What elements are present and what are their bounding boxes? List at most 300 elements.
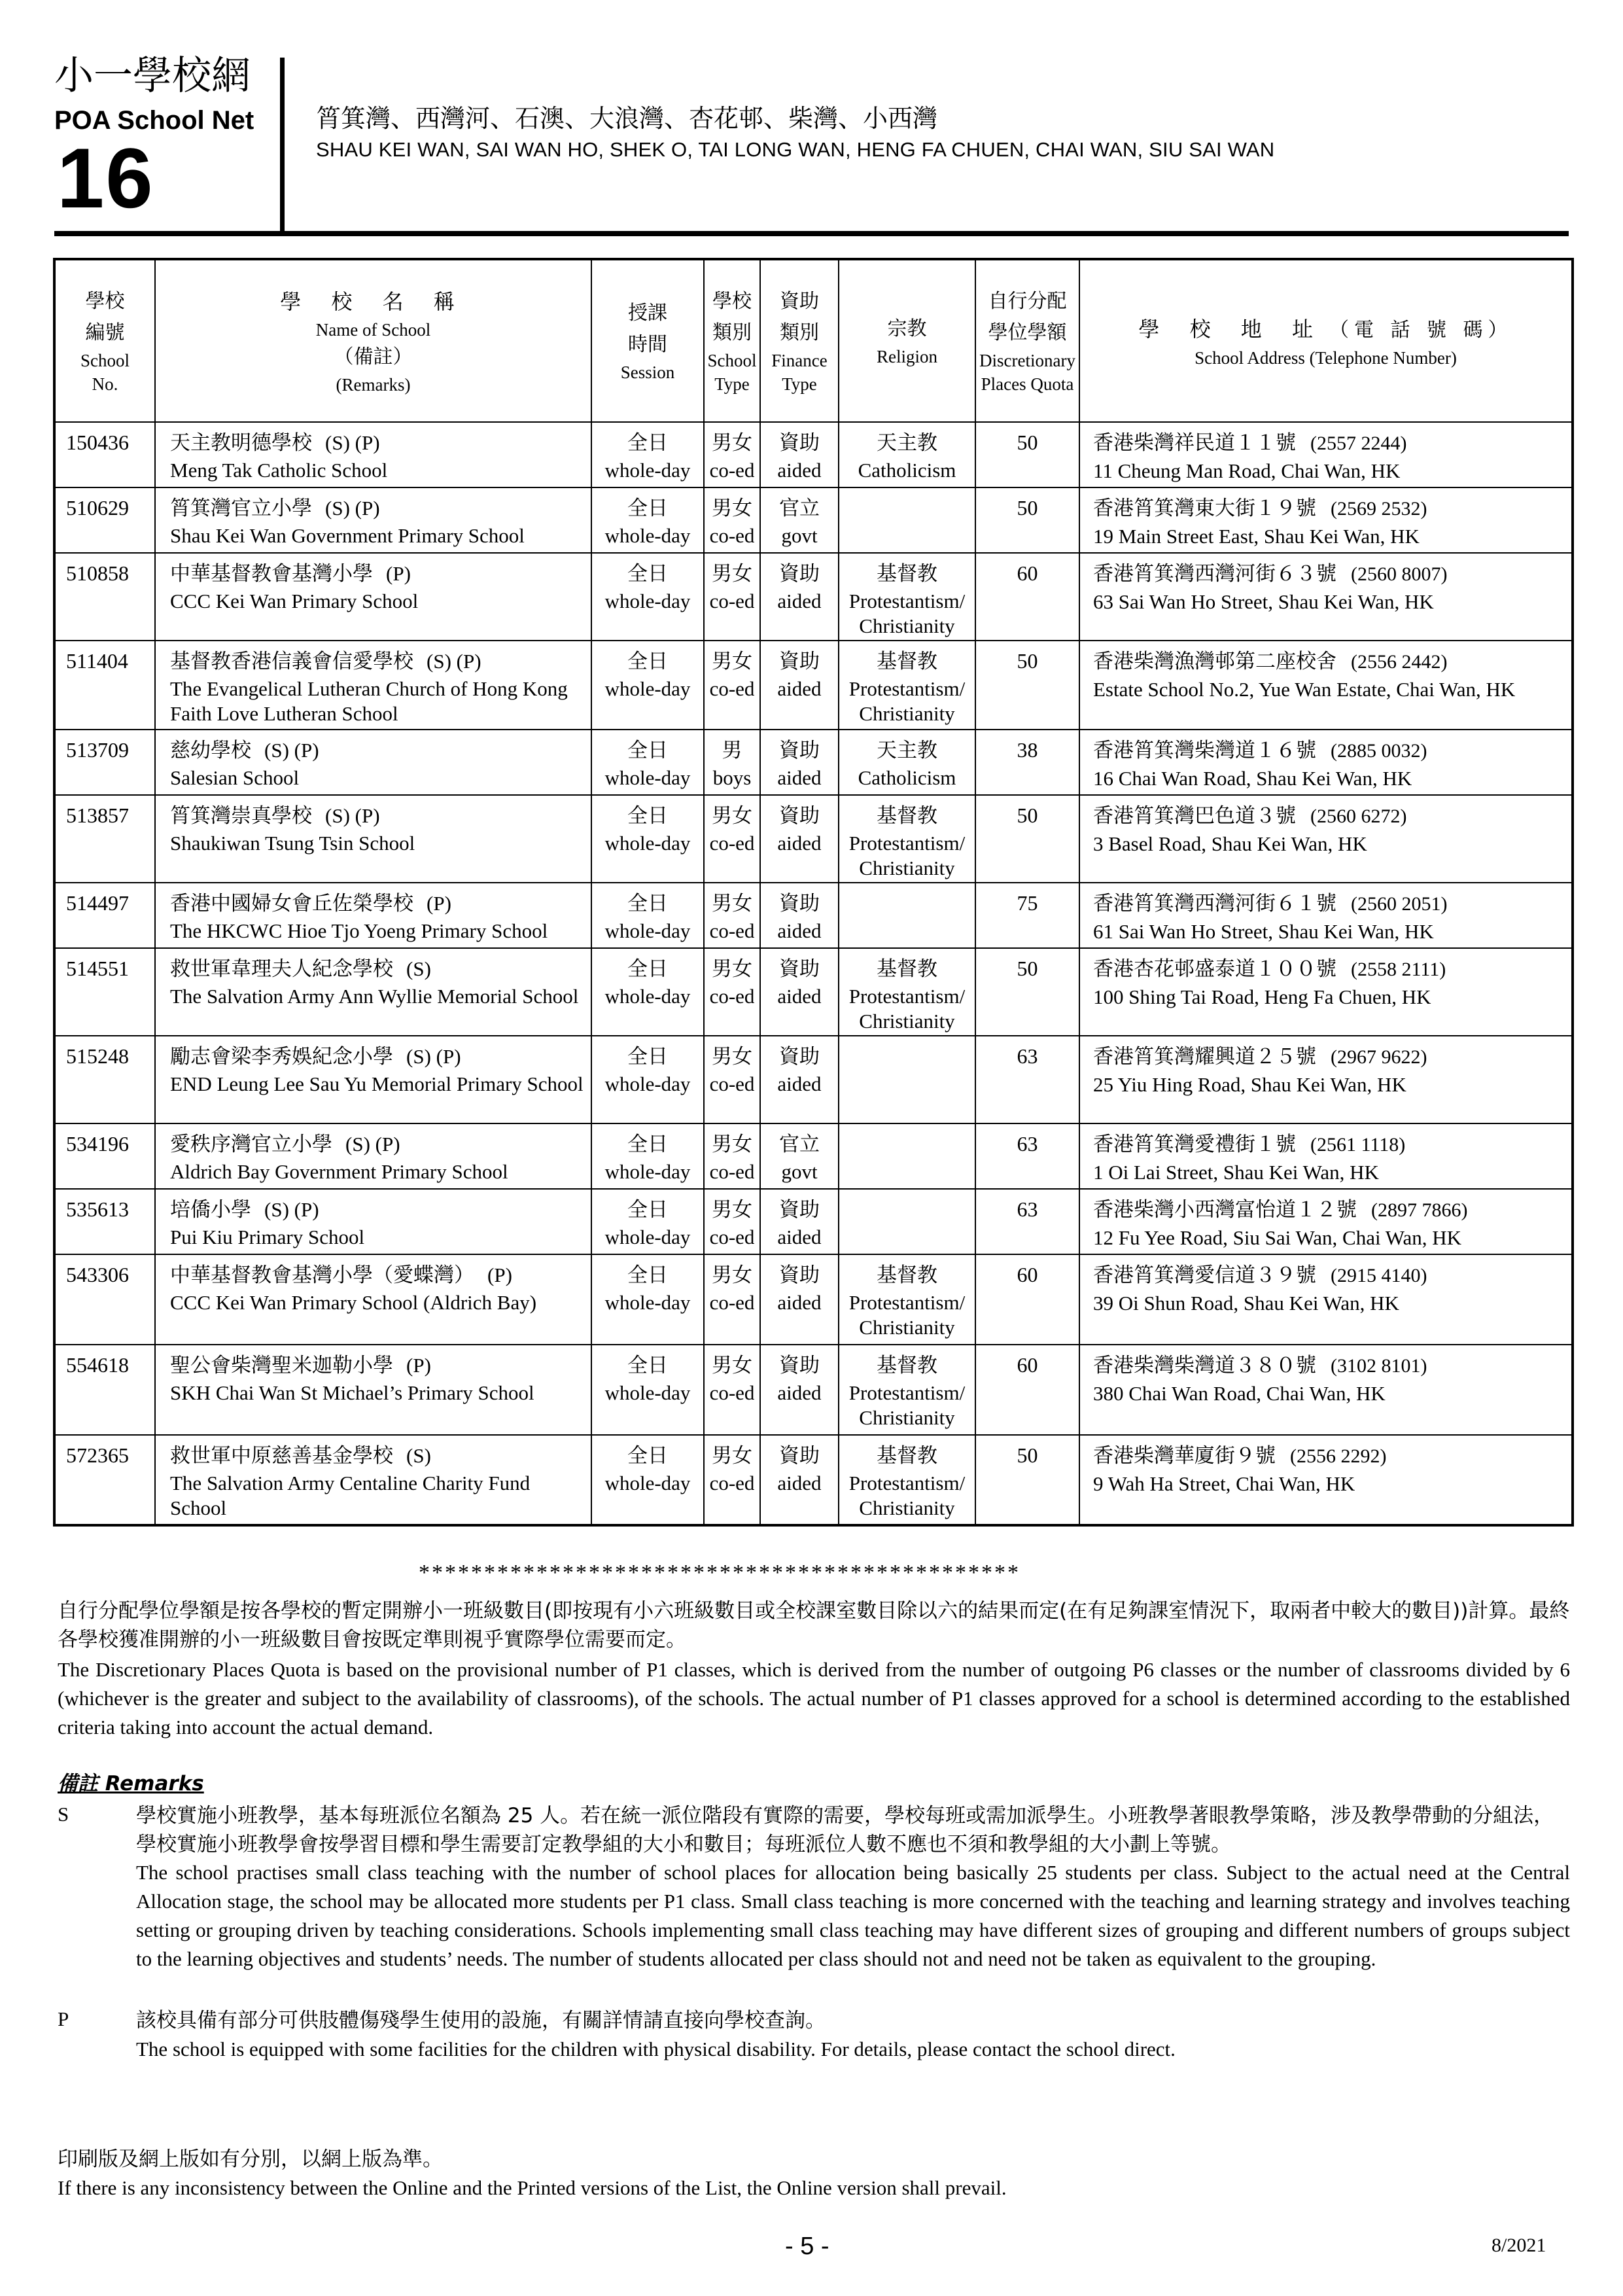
finance-type-cell [760, 487, 839, 553]
school-remarks: (P) [427, 892, 451, 915]
school-net-title-en: POA School Net [54, 106, 254, 135]
religion-cell [839, 641, 975, 730]
table-row [54, 641, 1573, 730]
school-remarks: (S) (P) [325, 804, 380, 827]
religion-cell [839, 883, 975, 948]
religion-en: Catholicism [858, 766, 956, 789]
finance-type-en: aided [777, 459, 822, 482]
school-name-zh: 愛秩序灣官立小學 [170, 1133, 332, 1156]
address-en: 39 Oi Shun Road, Shau Kei Wan, HK [1093, 1292, 1399, 1315]
school-name-en: Shau Kei Wan Government Primary School [170, 524, 525, 547]
issue-date: 8/2021 [1492, 2234, 1546, 2256]
finance-type-en: govt [781, 1160, 818, 1183]
finance-type-en: aided [777, 985, 822, 1008]
religion-cell [839, 1435, 975, 1525]
finance-type-cell [760, 422, 839, 487]
school-remarks: (S) (P) [427, 650, 481, 673]
school-type-cell [704, 487, 760, 553]
school-no: 514551 [54, 948, 155, 1036]
school-name-en: The Evangelical Lutheran Church of Hong Kong Faith Love Lutheran School [170, 677, 568, 725]
session-cell [591, 1123, 704, 1189]
session-en: whole-day [604, 1072, 691, 1095]
address-cell [1079, 1189, 1573, 1254]
table-row [54, 1435, 1573, 1525]
school-type-cell [704, 1189, 760, 1254]
school-remarks: (P) [406, 1354, 431, 1377]
session-cell [591, 1254, 704, 1345]
religion-zh: 基督教 [877, 804, 937, 828]
session-zh: 全日 [627, 957, 668, 981]
places-quota: 50 [975, 948, 1079, 1036]
table-row [54, 883, 1573, 948]
school-type-zh: 男女 [712, 497, 752, 520]
religion-zh: 基督教 [877, 1263, 937, 1287]
school-name-cell [155, 487, 591, 553]
address-en: 3 Basel Road, Shau Kei Wan, HK [1093, 832, 1367, 855]
finance-type-zh: 資助 [779, 1263, 820, 1287]
school-remarks: (S) (P) [325, 497, 380, 520]
finance-type-en: aided [777, 832, 822, 855]
session-cell [591, 795, 704, 883]
table-row [54, 948, 1573, 1036]
address-zh: 香港筲箕灣西灣河街６１號 [1093, 892, 1336, 915]
school-name-en: Shaukiwan Tsung Tsin School [170, 832, 415, 855]
religion-cell [839, 1345, 975, 1435]
table-row [54, 1036, 1573, 1123]
finance-type-en: govt [781, 524, 818, 547]
religion-zh: 基督教 [877, 1354, 937, 1377]
religion-zh: 天主教 [877, 739, 937, 762]
places-quota: 38 [975, 730, 1079, 795]
religion-en: Protestantism/ Christianity [848, 832, 966, 879]
address-en: Estate School No.2, Yue Wan Estate, Chai Wan, HK [1093, 678, 1516, 701]
telephone: (2897 7866) [1371, 1199, 1468, 1221]
religion-cell [839, 730, 975, 795]
places-quota: 60 [975, 1254, 1079, 1345]
header-divider-vertical [280, 58, 285, 233]
address-en: 12 Fu Yee Road, Siu Sai Wan, Chai Wan, HK [1093, 1226, 1462, 1249]
school-name-cell [155, 1036, 591, 1123]
telephone: (2556 2292) [1290, 1445, 1387, 1467]
school-name-en: SKH Chai Wan St Michael’s Primary School [170, 1381, 534, 1404]
session-zh: 全日 [627, 650, 668, 673]
school-type-en: co-ed [709, 524, 755, 547]
session-cell [591, 1435, 704, 1525]
finance-type-en: aided [777, 590, 822, 612]
school-no: 543306 [54, 1254, 155, 1345]
school-name-zh: 基督教香港信義會信愛學校 [170, 650, 413, 673]
places-quota: 50 [975, 641, 1079, 730]
session-en: whole-day [604, 919, 691, 942]
religion-zh: 基督教 [877, 957, 937, 981]
school-type-cell [704, 1036, 760, 1123]
col-header-finance-type: 資助 類別 Finance Type [760, 259, 839, 422]
address-cell [1079, 553, 1573, 641]
school-name-cell [155, 1254, 591, 1345]
school-net-title-zh: 小一學校網 [54, 53, 251, 99]
session-cell [591, 730, 704, 795]
school-name-zh: 聖公會柴灣聖米迦勒小學 [170, 1354, 393, 1377]
school-no: 514497 [54, 883, 155, 948]
address-zh: 香港筲箕灣柴灣道１６號 [1093, 739, 1316, 762]
address-cell [1079, 1123, 1573, 1189]
school-name-cell [155, 730, 591, 795]
school-name-cell [155, 1435, 591, 1525]
school-type-zh: 男女 [712, 957, 752, 981]
school-type-en: co-ed [709, 1226, 755, 1248]
session-zh: 全日 [627, 1354, 668, 1377]
places-quota: 63 [975, 1036, 1079, 1123]
session-zh: 全日 [627, 739, 668, 762]
address-cell [1079, 883, 1573, 948]
school-type-zh: 男女 [712, 1045, 752, 1069]
finance-type-zh: 資助 [779, 1198, 820, 1222]
religion-en: Protestantism/ Christianity [848, 1472, 966, 1519]
telephone: (2558 2111) [1351, 959, 1446, 980]
session-zh: 全日 [627, 562, 668, 586]
school-type-zh: 男女 [712, 1444, 752, 1468]
school-name-zh: 天主教明德學校 [170, 431, 312, 455]
finance-type-zh: 資助 [779, 739, 820, 762]
school-remarks: (S) [406, 957, 431, 980]
finance-type-en: aided [777, 1226, 822, 1248]
finance-type-en: aided [777, 766, 822, 789]
quota-note-zh: 自行分配學位學額是按各學校的暫定開辦小一班級數目(即按現有小六班級數目或全校課室數目除以六的結果而定(在有足夠課室情況下，取兩者中較大的數目))計算。最終各學校獲准開辦的小一班級數目會按既定準則視乎實際學位需要而定。 [58, 1599, 1570, 1651]
religion-cell [839, 422, 975, 487]
session-en: whole-day [604, 590, 691, 612]
telephone: (2967 9622) [1331, 1046, 1427, 1068]
finance-type-zh: 資助 [779, 804, 820, 828]
religion-cell [839, 795, 975, 883]
session-zh: 全日 [627, 804, 668, 828]
finance-type-cell [760, 883, 839, 948]
school-name-cell [155, 641, 591, 730]
finance-type-en: aided [777, 677, 822, 700]
address-en: 100 Shing Tai Road, Heng Fa Chuen, HK [1093, 985, 1431, 1008]
school-name-zh: 筲箕灣官立小學 [170, 497, 312, 520]
school-name-en: Meng Tak Catholic School [170, 459, 388, 482]
session-en: whole-day [604, 677, 691, 700]
finance-type-zh: 資助 [779, 1354, 820, 1377]
school-name-en: CCC Kei Wan Primary School [170, 590, 419, 612]
finance-type-zh: 資助 [779, 562, 820, 586]
school-name-zh: 香港中國婦女會丘佐榮學校 [170, 892, 413, 915]
address-en: 25 Yiu Hing Road, Shau Kei Wan, HK [1093, 1073, 1406, 1096]
school-name-en: Pui Kiu Primary School [170, 1226, 365, 1248]
session-cell [591, 948, 704, 1036]
school-no: 534196 [54, 1123, 155, 1189]
religion-en: Protestantism/ Christianity [848, 590, 966, 637]
finance-type-zh: 資助 [779, 892, 820, 915]
religion-cell [839, 1189, 975, 1254]
school-type-en: co-ed [709, 677, 755, 700]
separator-stars: ********************************************** [419, 1561, 1021, 1585]
school-type-zh: 男女 [712, 804, 752, 828]
address-cell [1079, 641, 1573, 730]
session-en: whole-day [604, 766, 691, 789]
school-no: 572365 [54, 1435, 155, 1525]
finance-type-cell [760, 1345, 839, 1435]
school-type-zh: 男 [722, 739, 742, 762]
address-zh: 香港柴灣祥民道１１號 [1093, 431, 1296, 455]
school-table [53, 258, 1574, 1527]
school-type-cell [704, 641, 760, 730]
address-en: 63 Sai Wan Ho Street, Shau Kei Wan, HK [1093, 590, 1434, 613]
religion-en: Protestantism/ Christianity [848, 985, 966, 1033]
places-quota: 60 [975, 1345, 1079, 1435]
finance-type-zh: 資助 [779, 650, 820, 673]
finance-type-zh: 資助 [779, 1045, 820, 1069]
address-cell [1079, 795, 1573, 883]
school-type-cell [704, 730, 760, 795]
table-row [54, 1189, 1573, 1254]
finance-type-cell [760, 1254, 839, 1345]
address-zh: 香港筲箕灣西灣河街６３號 [1093, 562, 1336, 586]
session-zh: 全日 [627, 1045, 668, 1069]
school-name-cell [155, 948, 591, 1036]
school-name-cell [155, 795, 591, 883]
finance-type-cell [760, 553, 839, 641]
address-cell [1079, 1036, 1573, 1123]
finance-type-cell [760, 1189, 839, 1254]
school-remarks: (S) (P) [325, 431, 380, 454]
telephone: (3102 8101) [1331, 1355, 1427, 1377]
religion-zh: 基督教 [877, 650, 937, 673]
address-cell [1079, 487, 1573, 553]
religion-cell [839, 1123, 975, 1189]
school-name-cell [155, 422, 591, 487]
table-row [54, 553, 1573, 641]
session-zh: 全日 [627, 1263, 668, 1287]
telephone: (2556 2442) [1351, 651, 1448, 673]
finance-type-cell [760, 1123, 839, 1189]
finance-type-cell [760, 948, 839, 1036]
school-type-cell [704, 883, 760, 948]
school-no: 513857 [54, 795, 155, 883]
school-type-en: co-ed [709, 1472, 755, 1494]
places-quota: 63 [975, 1123, 1079, 1189]
districts-en: SHAU KEI WAN, SAI WAN HO, SHEK O, TAI LONG WAN, HENG FA CHUEN, CHAI WAN, SIU SAI WAN [316, 138, 1275, 161]
finance-type-cell [760, 641, 839, 730]
school-remarks: (S) (P) [345, 1133, 400, 1156]
session-zh: 全日 [627, 1133, 668, 1156]
telephone: (2560 6272) [1310, 805, 1407, 827]
school-name-zh: 勵志會梁李秀娛紀念小學 [170, 1045, 393, 1069]
school-no: 513709 [54, 730, 155, 795]
finance-type-en: aided [777, 1072, 822, 1095]
remark-s-zh: 學校實施小班教學，基本每班派位名額為 25 人。若在統一派位階段有實際的需要，學校每班或需加派學生。小班教學著眼教學策略，涉及教學帶動的分組法，學校實施小班教學會按學習目標和學生需要訂定教學組的大小和數目；每班派位人數不應也不須和教學組的大小劃上等號。 [136, 1804, 1554, 1856]
page-header [54, 52, 1569, 236]
session-zh: 全日 [627, 431, 668, 455]
address-zh: 香港筲箕灣耀興道２５號 [1093, 1045, 1316, 1069]
address-en: 16 Chai Wan Road, Shau Kei Wan, HK [1093, 767, 1412, 790]
address-en: 11 Cheung Man Road, Chai Wan, HK [1093, 459, 1401, 482]
school-name-en: Salesian School [170, 766, 300, 789]
religion-cell [839, 553, 975, 641]
school-no: 515248 [54, 1036, 155, 1123]
col-header-quota: 自行分配 學位學額 Discretionary Places Quota [975, 259, 1079, 422]
header-divider-horizontal [54, 231, 1569, 236]
telephone: (2915 4140) [1331, 1265, 1427, 1286]
session-cell [591, 1036, 704, 1123]
school-type-en: co-ed [709, 590, 755, 612]
finance-type-zh: 資助 [779, 1444, 820, 1468]
address-en: 61 Sai Wan Ho Street, Shau Kei Wan, HK [1093, 920, 1434, 943]
session-en: whole-day [604, 459, 691, 482]
finance-type-zh: 資助 [779, 957, 820, 981]
school-name-en: END Leung Lee Sau Yu Memorial Primary School [170, 1072, 584, 1095]
school-type-en: co-ed [709, 459, 755, 482]
school-no: 554618 [54, 1345, 155, 1435]
address-zh: 香港筲箕灣巴色道３號 [1093, 804, 1296, 828]
school-type-en: co-ed [709, 1160, 755, 1183]
session-cell [591, 1189, 704, 1254]
places-quota: 75 [975, 883, 1079, 948]
version-note-zh: 印刷版及網上版如有分別，以網上版為準。 [58, 2147, 443, 2171]
school-type-zh: 男女 [712, 431, 752, 455]
col-header-address: 學 校 地 址 （電 話 號 碼） School Address (Telephone Number) [1079, 259, 1573, 422]
session-en: whole-day [604, 832, 691, 855]
school-name-en: The HKCWC Hioe Tjo Yoeng Primary School [170, 919, 548, 942]
school-remarks: (P) [386, 562, 411, 585]
address-cell [1079, 1254, 1573, 1345]
telephone: (2561 1118) [1310, 1134, 1406, 1156]
session-en: whole-day [604, 1381, 691, 1404]
school-type-en: co-ed [709, 832, 755, 855]
school-type-zh: 男女 [712, 1133, 752, 1156]
religion-zh: 基督教 [877, 1444, 937, 1468]
religion-cell [839, 1036, 975, 1123]
session-en: whole-day [604, 985, 691, 1008]
telephone: (2557 2244) [1310, 433, 1407, 454]
address-zh: 香港杏花邨盛泰道１００號 [1093, 957, 1336, 981]
school-no: 150436 [54, 422, 155, 487]
school-type-en: co-ed [709, 919, 755, 942]
school-type-zh: 男女 [712, 1263, 752, 1287]
religion-cell [839, 1254, 975, 1345]
session-cell [591, 487, 704, 553]
col-header-religion: 宗教 Religion [839, 259, 975, 422]
school-name-zh: 中華基督教會基灣小學 [170, 562, 373, 586]
finance-type-cell [760, 730, 839, 795]
school-remarks: (S) (P) [264, 1198, 319, 1221]
table-row [54, 1123, 1573, 1189]
school-type-zh: 男女 [712, 1354, 752, 1377]
session-cell [591, 1345, 704, 1435]
school-type-cell [704, 553, 760, 641]
school-name-zh: 培僑小學 [170, 1198, 251, 1222]
places-quota: 63 [975, 1189, 1079, 1254]
session-cell [591, 422, 704, 487]
telephone: (2885 0032) [1331, 740, 1427, 762]
school-type-cell [704, 1345, 760, 1435]
religion-en: Catholicism [858, 459, 956, 482]
school-name-en: Aldrich Bay Government Primary School [170, 1160, 508, 1183]
address-en: 380 Chai Wan Road, Chai Wan, HK [1093, 1382, 1386, 1405]
school-type-cell [704, 795, 760, 883]
school-type-cell [704, 1254, 760, 1345]
school-type-en: boys [712, 766, 752, 789]
school-type-cell [704, 1123, 760, 1189]
finance-type-cell [760, 1036, 839, 1123]
finance-type-en: aided [777, 919, 822, 942]
religion-en: Protestantism/ Christianity [848, 1381, 966, 1429]
school-name-cell [155, 1189, 591, 1254]
page-number: - 5 - [785, 2233, 829, 2260]
school-name-zh: 救世軍韋理夫人紀念學校 [170, 957, 393, 981]
finance-type-en: aided [777, 1291, 822, 1314]
finance-type-cell [760, 1435, 839, 1525]
remark-s-en: The school practises small class teaching with the number of school places for allocation being basically 25 students per class. Subject to the actual need at the Central Allocation stage, the school may be allocated more students per P1 class. Small class teaching is more concerned with the teaching and learning strategy and involves teaching setting or grouping driven by teaching considerations. Schools implementing small class teaching may have different sizes of grouping and different numbers of groups subject to the learning objectives and students’ needs. The number of students allocated per class should not and need not be taken as equivalent to the grouping. [136, 1861, 1570, 1970]
finance-type-en: aided [777, 1472, 822, 1494]
session-en: whole-day [604, 1226, 691, 1248]
address-zh: 香港柴灣小西灣富怡道１２號 [1093, 1198, 1357, 1222]
religion-en: Protestantism/ Christianity [848, 1291, 966, 1339]
school-name-cell [155, 1123, 591, 1189]
school-name-zh: 慈幼學校 [170, 739, 251, 762]
school-no: 535613 [54, 1189, 155, 1254]
col-header-school-name: 學 校 名 稱 Name of School （備註） (Remarks) [155, 259, 591, 422]
session-zh: 全日 [627, 892, 668, 915]
school-name-en: The Salvation Army Centaline Charity Fund School [170, 1472, 531, 1519]
school-type-cell [704, 422, 760, 487]
school-name-zh: 中華基督教會基灣小學（愛蝶灣） [170, 1263, 474, 1287]
remark-p-en: The school is equipped with some facilities for the children with physical disability. For details, please contact the school direct. [136, 2038, 1176, 2060]
session-zh: 全日 [627, 497, 668, 520]
table-row [54, 730, 1573, 795]
places-quota: 50 [975, 422, 1079, 487]
school-type-cell [704, 948, 760, 1036]
address-zh: 香港柴灣漁灣邨第二座校舍 [1093, 650, 1336, 673]
religion-zh: 天主教 [877, 431, 937, 455]
districts-zh: 筲箕灣、西灣河、石澳、大浪灣、杏花邨、柴灣、小西灣 [316, 104, 938, 133]
address-zh: 香港柴灣華廈街９號 [1093, 1444, 1276, 1468]
quota-note-en: The Discretionary Places Quota is based on the provisional number of P1 classes, which is derived from the number of outgoing P6 classes or the number of classrooms divided by 6 (whichever is the greater and subject to the availability of classrooms), of the schools. The actual number of P1 classes approved for a school is determined according to the established criteria taking into account the actual demand. [58, 1658, 1570, 1739]
session-en: whole-day [604, 524, 691, 547]
telephone: (2560 2051) [1351, 893, 1448, 915]
address-cell [1079, 1435, 1573, 1525]
finance-type-zh: 資助 [779, 431, 820, 455]
school-type-zh: 男女 [712, 650, 752, 673]
session-zh: 全日 [627, 1444, 668, 1468]
address-zh: 香港筲箕灣東大街１９號 [1093, 497, 1316, 520]
address-en: 1 Oi Lai Street, Shau Kei Wan, HK [1093, 1161, 1379, 1184]
col-header-school-type: 學校 類別 School Type [704, 259, 760, 422]
school-name-cell [155, 553, 591, 641]
school-remarks: (S) [406, 1444, 431, 1467]
school-name-cell [155, 1345, 591, 1435]
session-en: whole-day [604, 1291, 691, 1314]
table-body [54, 422, 1573, 1525]
session-en: whole-day [604, 1160, 691, 1183]
school-type-cell [704, 1435, 760, 1525]
school-no: 511404 [54, 641, 155, 730]
session-en: whole-day [604, 1472, 691, 1494]
places-quota: 50 [975, 795, 1079, 883]
address-cell [1079, 1345, 1573, 1435]
finance-type-en: aided [777, 1381, 822, 1404]
school-name-zh: 筲箕灣崇真學校 [170, 804, 312, 828]
session-cell [591, 553, 704, 641]
school-no: 510858 [54, 553, 155, 641]
places-quota: 60 [975, 553, 1079, 641]
school-type-zh: 男女 [712, 1198, 752, 1222]
version-note-en: If there is any inconsistency between the Online and the Printed versions of the List, the Online version shall prevail. [58, 2176, 1007, 2199]
religion-zh: 基督教 [877, 562, 937, 586]
telephone: (2569 2532) [1331, 498, 1427, 520]
session-cell [591, 641, 704, 730]
religion-cell [839, 948, 975, 1036]
